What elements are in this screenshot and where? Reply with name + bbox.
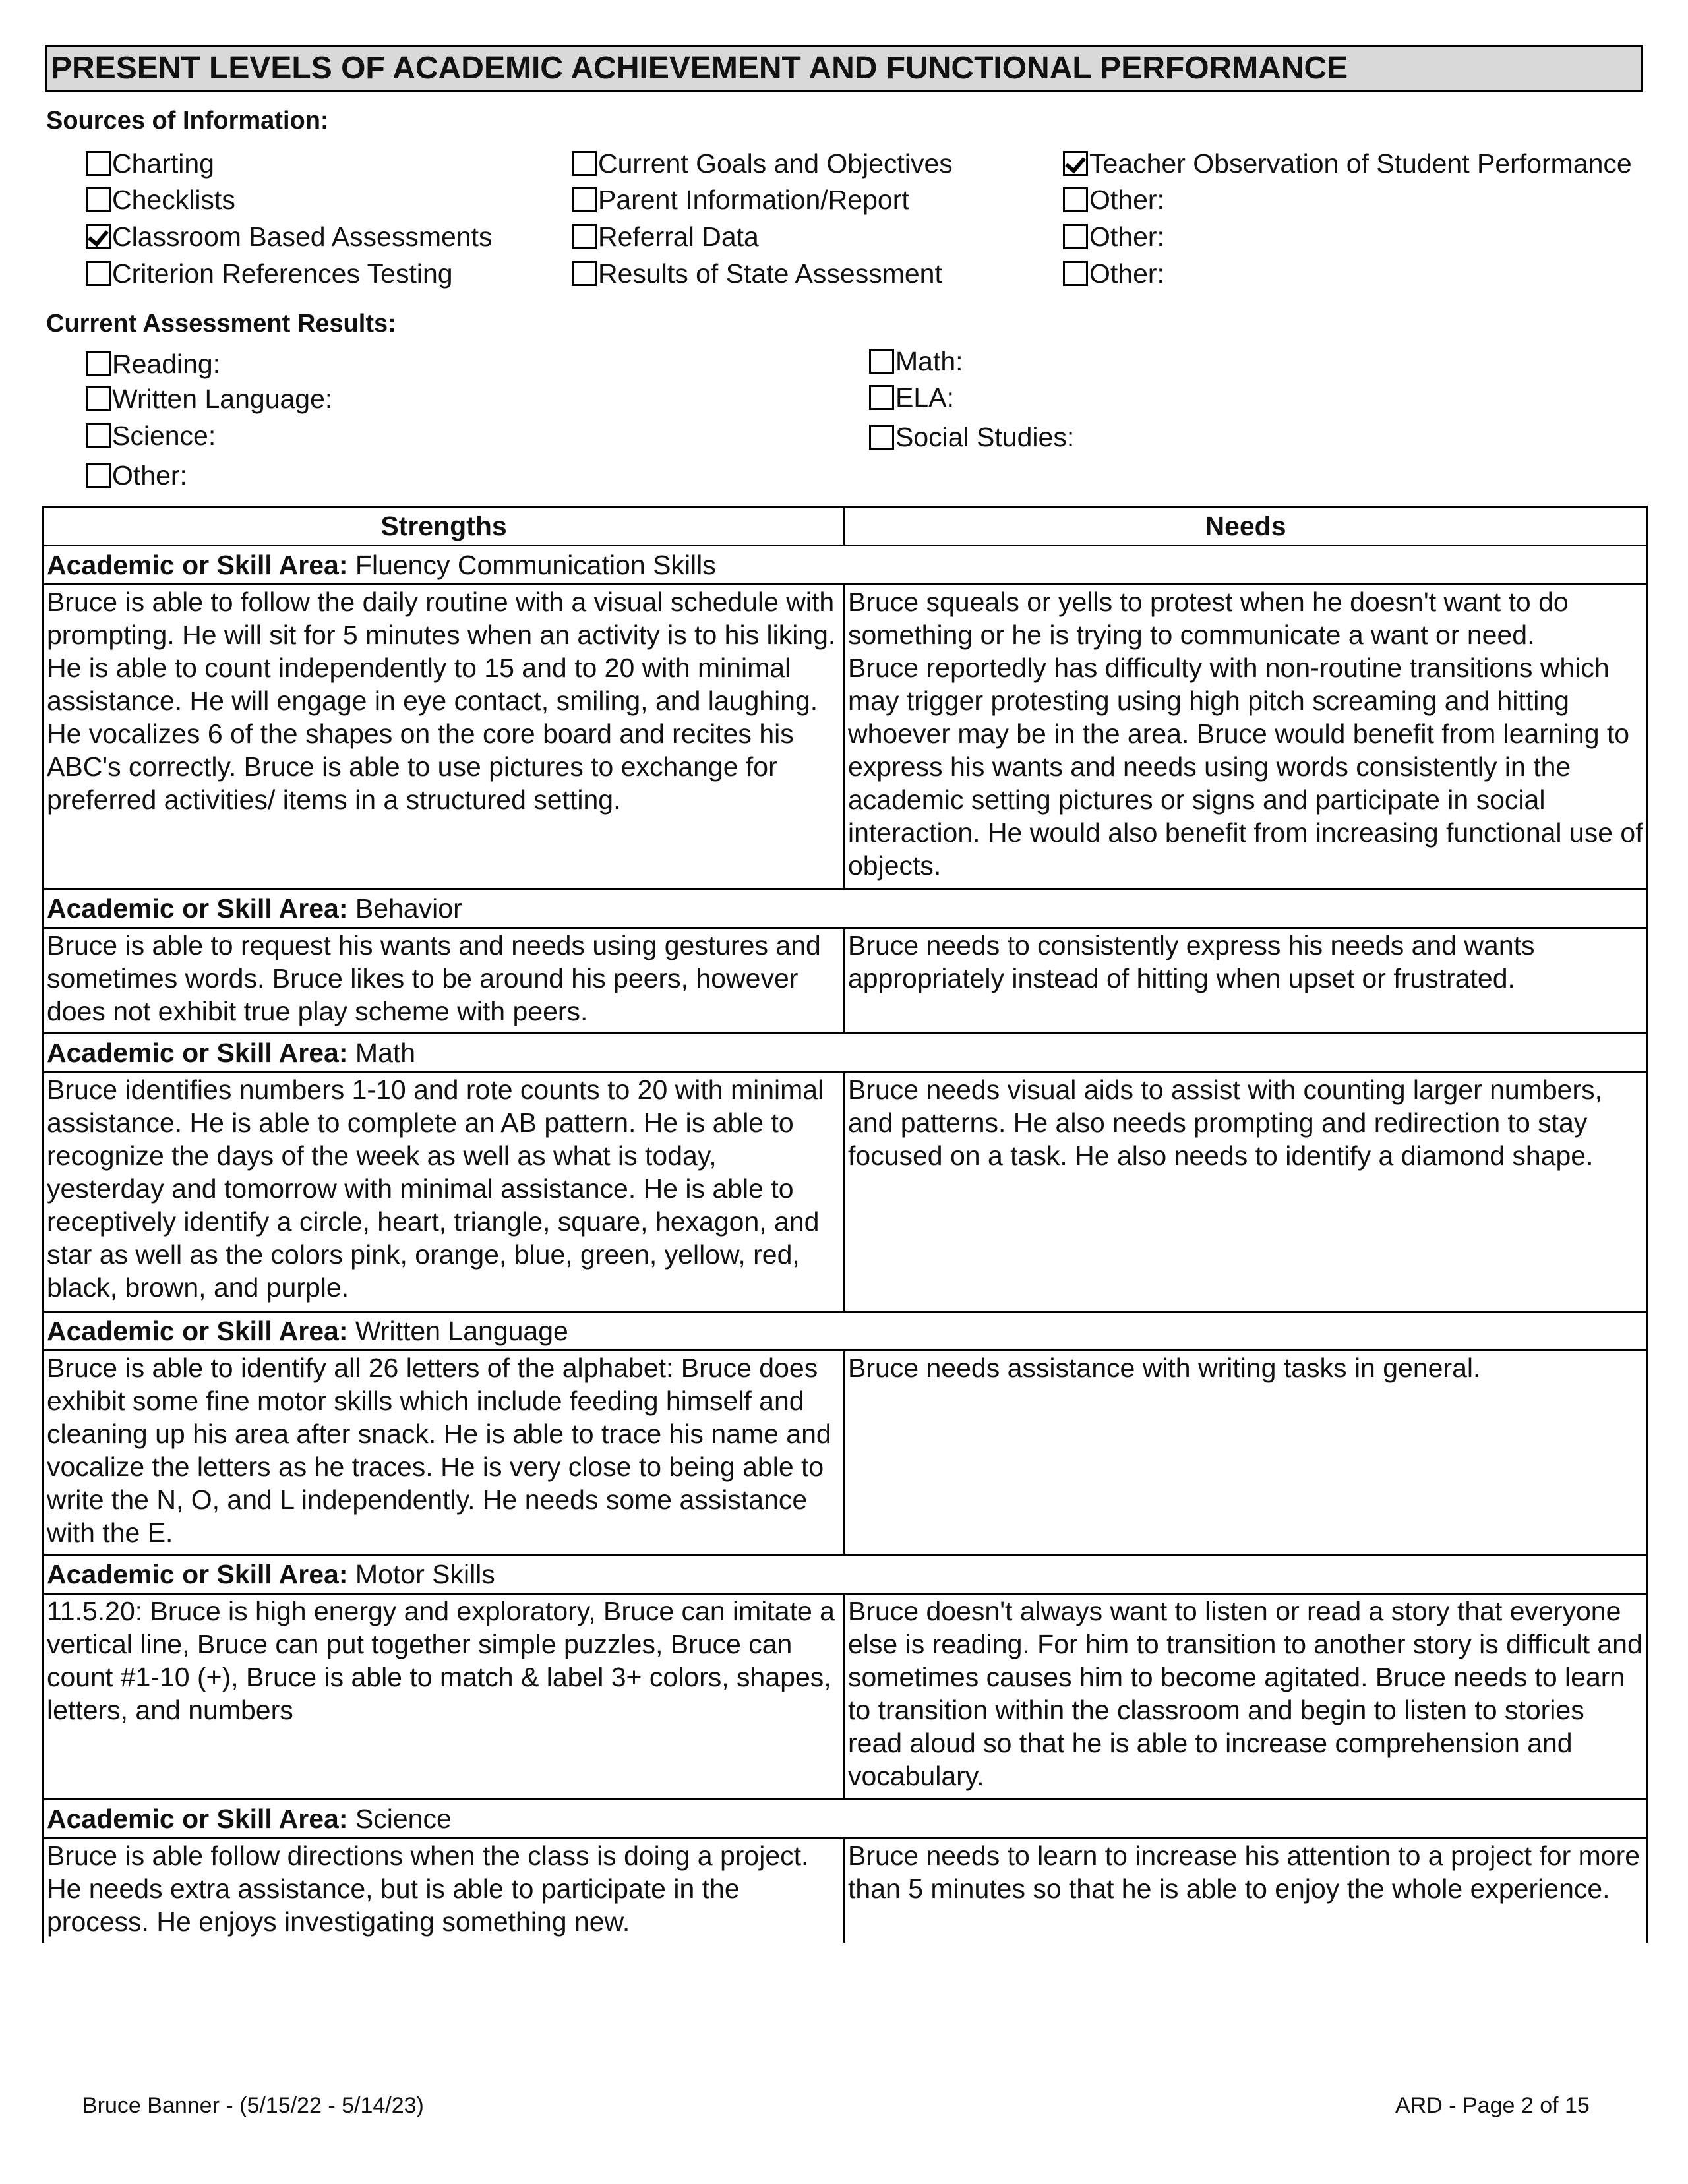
- assessment-ela[interactable]: [869, 381, 954, 414]
- checkbox[interactable]: [1063, 261, 1088, 286]
- area-name: Science: [355, 1804, 452, 1834]
- strengths-cell: Bruce is able follow directions when the class is doing a project. He needs extra assistance, but is able to participate in the process. He enjoys investigating something new.: [44, 1839, 845, 1943]
- strengths-cell: Bruce is able to follow the daily routine with a visual schedule with prompting. He will sit for 5 minutes when an activity is to his liking. He is able to count independently to 15 and to 20 with minimal assistance. He will engage in eye contact, smiling, and laughing. He vocalizes 6 of the shapes on the core board and recites his ABC's correctly. Bruce is able to use pictures to exchange for preferred activities/ items in a structured setting.: [44, 585, 845, 889]
- checkbox[interactable]: [1063, 151, 1088, 176]
- strengths-needs-table: [42, 506, 1648, 1943]
- checkbox-label: Classroom Based Assessments: [112, 221, 493, 252]
- area-prefix: Academic or Skill Area:: [47, 1804, 348, 1834]
- assessment-other[interactable]: [86, 459, 187, 492]
- source-checklists[interactable]: [86, 183, 235, 216]
- checkbox-label: Math:: [895, 346, 963, 376]
- needs-cell: Bruce needs to learn to increase his attention to a project for more than 5 minutes so that he is able to enjoy the whole experience.: [845, 1839, 1647, 1943]
- area-name: Math: [355, 1038, 416, 1068]
- needs-cell: Bruce needs to consistently express his needs and wants appropriately instead of hitting when upset or frustrated.: [845, 928, 1647, 1034]
- area-name: Fluency Communication Skills: [355, 550, 716, 580]
- checkbox-label: Other:: [1089, 185, 1164, 215]
- checkbox-label: Other:: [1089, 258, 1164, 289]
- area-row: [44, 1312, 1647, 1351]
- checkbox-label: Charting: [112, 148, 214, 179]
- checkbox[interactable]: [86, 224, 111, 249]
- checkbox-label: ELA:: [895, 382, 954, 413]
- area-prefix: Academic or Skill Area:: [47, 1038, 348, 1068]
- checkbox[interactable]: [869, 385, 894, 410]
- assessment-label: Current Assessment Results:: [46, 310, 396, 338]
- area-prefix: Academic or Skill Area:: [47, 1559, 348, 1589]
- checkbox-label: Parent Information/Report: [598, 185, 909, 215]
- area-prefix: Academic or Skill Area:: [47, 1316, 348, 1346]
- assessment-written-language[interactable]: [86, 382, 332, 415]
- source-charting[interactable]: [86, 147, 214, 180]
- checkbox[interactable]: [572, 224, 597, 249]
- checkbox-label: Criterion References Testing: [112, 258, 453, 289]
- checkbox-label: Social Studies:: [895, 422, 1075, 452]
- source-other-1[interactable]: [1063, 183, 1164, 216]
- needs-cell: Bruce squeals or yells to protest when he doesn't want to do something or he is trying to communicate a want or need. Bruce reportedly has difficulty with non-routine transitions which may trigger protesting using high pitch screaming and hitting whoever may be in the area. Bruce would benefit from learning to express his wants and needs using words consistently in the academic setting pictures or signs and participate in social interaction. He would also benefit from increasing functional use of objects.: [845, 585, 1647, 889]
- checkbox[interactable]: [86, 351, 111, 376]
- checkbox[interactable]: [1063, 224, 1088, 249]
- source-parent-info[interactable]: [572, 183, 909, 216]
- area-row: [44, 889, 1647, 928]
- checkbox-label: Science:: [112, 421, 216, 451]
- needs-header: Needs: [845, 507, 1647, 546]
- sources-label: Sources of Information:: [46, 107, 329, 134]
- checkbox[interactable]: [86, 151, 111, 176]
- area-prefix: Academic or Skill Area:: [47, 550, 348, 580]
- assessment-reading[interactable]: [86, 347, 220, 380]
- checkbox[interactable]: [1063, 187, 1088, 212]
- source-referral-data[interactable]: [572, 220, 759, 253]
- checkbox-label: Other:: [1089, 221, 1164, 252]
- checkbox[interactable]: [572, 151, 597, 176]
- checkbox[interactable]: [86, 423, 111, 448]
- area-prefix: Academic or Skill Area:: [47, 893, 348, 924]
- checkbox[interactable]: [86, 463, 111, 488]
- checkbox-label: Written Language:: [112, 384, 333, 414]
- strengths-cell: Bruce is able to identify all 26 letters of the alphabet: Bruce does exhibit some fine motor skills which include feeding himself and cleaning up his area after snack. He is able to trace his name and vocalize the letters as he traces. He is very close to being able to write the N, O, and L independently. He needs some assistance with the E.: [44, 1351, 845, 1555]
- area-name: Behavior: [355, 893, 462, 924]
- checkbox[interactable]: [869, 425, 894, 450]
- assessment-science[interactable]: [86, 419, 216, 452]
- source-teacher-observation[interactable]: [1063, 147, 1632, 180]
- source-state-assessment[interactable]: [572, 257, 942, 290]
- source-criterion-testing[interactable]: [86, 257, 453, 290]
- area-row: [44, 546, 1647, 585]
- checkbox[interactable]: [572, 261, 597, 286]
- strengths-cell: 11.5.20: Bruce is high energy and exploratory, Bruce can imitate a vertical line, Bruce can put together simple puzzles, Bruce can count #1-10 (+), Bruce is able to match & label 3+ colors, shapes, letters, and numbers: [44, 1594, 845, 1800]
- assessment-math[interactable]: [869, 345, 963, 378]
- strengths-header: Strengths: [44, 507, 845, 546]
- area-row: [44, 1034, 1647, 1073]
- area-name: Motor Skills: [355, 1559, 495, 1589]
- checkbox-label: Other:: [112, 460, 187, 490]
- strengths-cell: Bruce identifies numbers 1-10 and rote counts to 20 with minimal assistance. He is able to complete an AB pattern. He is able to recognize the days of the week as well as what is today, yesterday and tomorrow with minimal assistance. He is able to receptively identify a circle, heart, triangle, square, hexagon, and star as well as the colors pink, orange, blue, green, yellow, red, black, brown, and purple.: [44, 1073, 845, 1312]
- checkbox[interactable]: [86, 187, 111, 212]
- page-title: PRESENT LEVELS OF ACADEMIC ACHIEVEMENT AND FUNCTIONAL PERFORMANCE: [45, 45, 1643, 92]
- checkbox-label: Results of State Assessment: [598, 258, 942, 289]
- checkbox-label: Reading:: [112, 349, 221, 379]
- needs-cell: Bruce needs visual aids to assist with counting larger numbers, and patterns. He also needs prompting and redirection to stay focused on a task. He also needs to identify a diamond shape.: [845, 1073, 1647, 1312]
- checkbox-label: Current Goals and Objectives: [598, 148, 953, 179]
- checkbox[interactable]: [572, 187, 597, 212]
- checkbox[interactable]: [869, 349, 894, 374]
- source-current-goals[interactable]: [572, 147, 953, 180]
- source-classroom-assessments[interactable]: [86, 220, 493, 253]
- assessment-social-studies[interactable]: [869, 421, 1074, 454]
- source-other-3[interactable]: [1063, 257, 1164, 290]
- checkbox-label: Checklists: [112, 185, 235, 215]
- area-row: [44, 1555, 1647, 1594]
- needs-cell: Bruce needs assistance with writing tasks in general.: [845, 1351, 1647, 1555]
- checkbox[interactable]: [86, 386, 111, 411]
- footer-student: Bruce Banner - (5/15/22 - 5/14/23): [82, 2093, 424, 2118]
- area-name: Written Language: [355, 1316, 568, 1346]
- strengths-cell: Bruce is able to request his wants and needs using gestures and sometimes words. Bruce likes to be around his peers, however does not exhibit true play scheme with peers.: [44, 928, 845, 1034]
- checkbox-label: Teacher Observation of Student Performance: [1089, 148, 1632, 179]
- source-other-2[interactable]: [1063, 220, 1164, 253]
- checkbox[interactable]: [86, 261, 111, 286]
- area-row: [44, 1800, 1647, 1839]
- needs-cell: Bruce doesn't always want to listen or read a story that everyone else is reading. For him to transition to another story is difficult and sometimes causes him to become agitated. Bruce needs to learn to transition within the classroom and begin to listen to stories read aloud so that he is able to increase comprehension and vocabulary.: [845, 1594, 1647, 1800]
- checkbox-label: Referral Data: [598, 221, 759, 252]
- footer-page: ARD - Page 2 of 15: [1395, 2093, 1590, 2118]
